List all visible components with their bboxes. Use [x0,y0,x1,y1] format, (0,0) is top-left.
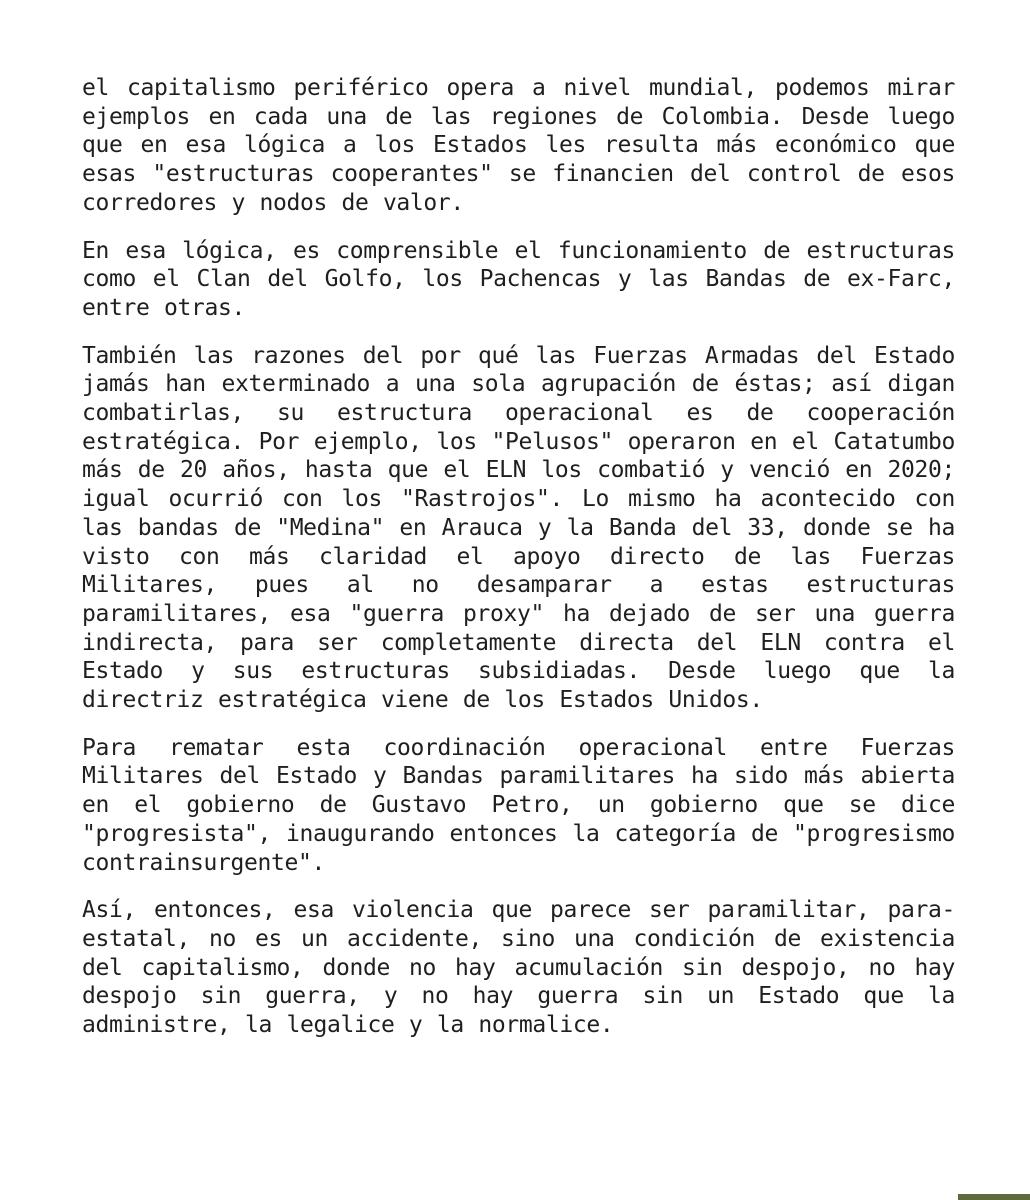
corner-accent-bar [958,1194,1030,1200]
paragraph: También las razones del por qué las Fuerzas Armadas del Estado jamás han exterminado a una sola agrupación de éstas; así digan combatirlas, su estructura operacional es de cooperación estratégica. Por ejemplo, los "Pelusos" operaron en el Catatumbo más de 20 años, hasta que el ELN los combatió y venció en 2020; igual ocurrió con los "Rastrojos". Lo mismo ha acontecido con las bandas de "Medina" en Arauca y la Banda del 33, donde se ha visto con más claridad el apoyo directo de las Fuerzas Militares, pues al no desamparar a estas estructuras paramilitares, esa "guerra proxy" ha dejado de ser una guerra indirecta, para ser completamente directa del ELN contra el Estado y sus estructuras subsidiadas. Desde luego que la directriz estratégica viene de los Estados Unidos. [82,342,955,714]
text-column [82,74,955,1059]
paragraph: En esa lógica, es comprensible el funcionamiento de estructuras como el Clan del Golfo, los Pachencas y las Bandas de ex-Farc, entre otras. [82,237,955,321]
paragraph: el capitalismo periférico opera a nivel mundial, podemos mirar ejemplos en cada una de las regiones de Colombia. Desde luego que en esa lógica a los Estados les resulta más económico que esas "estructuras cooperantes" se financien del control de esos corredores y nodos de valor. [82,75,955,216]
paragraph: Para rematar esta coordinación operacional entre Fuerzas Militares del Estado y Bandas paramilitares ha sido más abierta en el gobierno de Gustavo Petro, un gobierno que se dice "progresista", inaugurando entonces la categoría de "progresismo contrainsurgente". [82,734,955,876]
paragraph: Así, entonces, esa violencia que parece ser paramilitar, para-estatal, no es un accidente, sino una condición de existencia del capitalismo, donde no hay acumulación sin despojo, no hay despojo sin guerra, y no hay guerra sin un Estado que la administre, la legalice y la normalice. [82,897,955,1039]
